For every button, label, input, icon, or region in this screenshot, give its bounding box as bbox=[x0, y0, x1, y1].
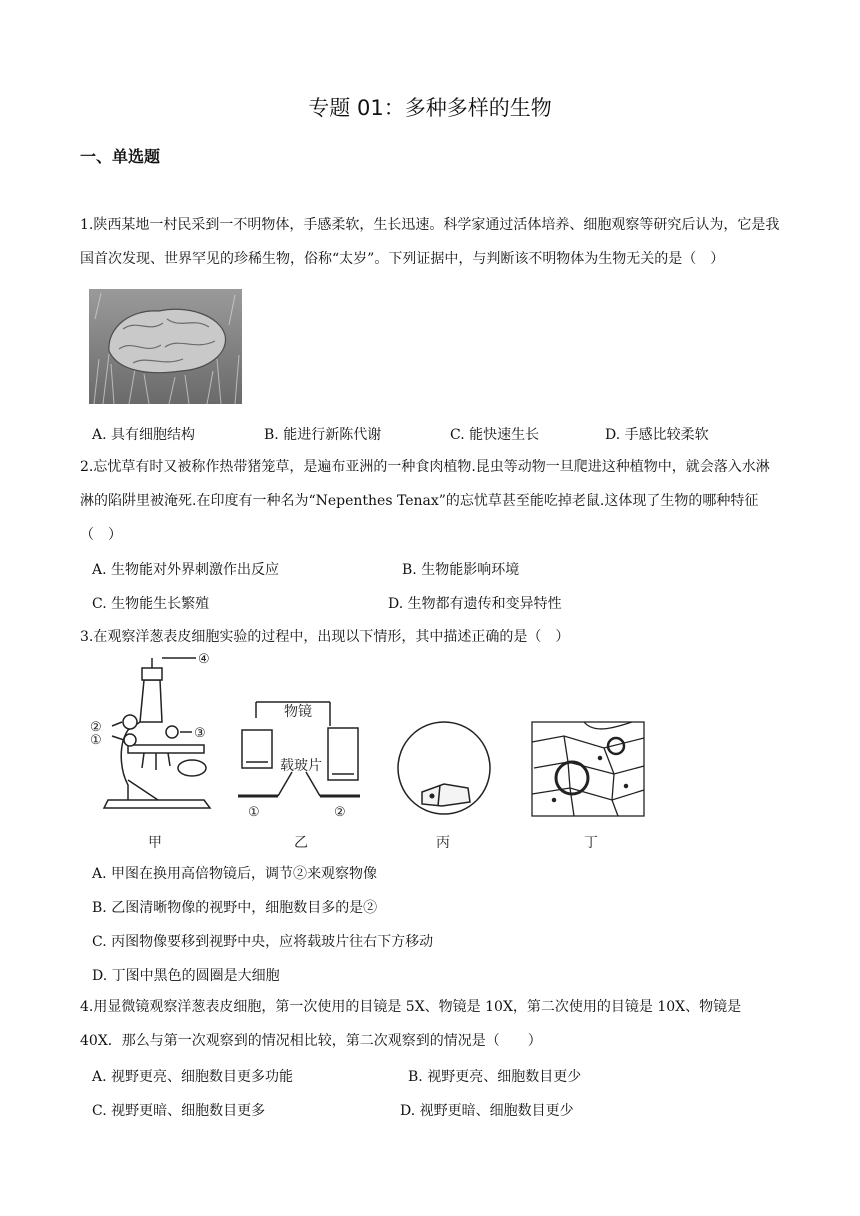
objective-label: 物镜 bbox=[284, 704, 312, 720]
q2-option-d: D. 生物都有遗传和变异特性 bbox=[388, 596, 562, 612]
figure-label-jia: 甲 bbox=[148, 835, 162, 851]
callout-1: ① bbox=[90, 733, 102, 748]
q1-option-d: D. 手感比较柔软 bbox=[605, 427, 709, 443]
question-1-stem: 1.陕西某地一村民采到一不明物体，手感柔软，生长迅速。科学家通过活体培养、细胞观察等研究后认为，它是我国首次发现、世界罕见的珍稀生物，俗称“太岁”。下列证据中，与判断该不明物体为生物无关的是（ ） bbox=[80, 217, 780, 267]
q4-option-b: B. 视野更亮、细胞数目更少 bbox=[408, 1069, 582, 1085]
question-4-stem: 4.用显微镜观察洋葱表皮细胞，第一次使用的目镜是 5X、物镜是 10X，第二次使用的目镜是 10X、物镜是 40X．那么与第一次观察到的情况相比较，第二次观察到的情况是（ ） bbox=[80, 999, 742, 1049]
q2-option-a: A. 生物能对外界刺激作出反应 bbox=[92, 562, 280, 578]
q4-option-c: C. 视野更暗、细胞数目更多 bbox=[92, 1103, 266, 1119]
q3-option-c: C. 丙图物像要移到视野中央，应将载玻片往右下方移动 bbox=[92, 934, 434, 950]
q1-option-a: A. 具有细胞结构 bbox=[92, 427, 196, 443]
field-of-view-diagram bbox=[398, 722, 490, 814]
lens-1-label: ① bbox=[248, 805, 260, 820]
question-3-stem: 3.在观察洋葱表皮细胞实验的过程中，出现以下情形，其中描述正确的是（ ） bbox=[80, 629, 570, 645]
q4-option-a: A. 视野更亮、细胞数目更多功能 bbox=[92, 1069, 294, 1085]
q1-option-b: B. 能进行新陈代谢 bbox=[264, 427, 382, 443]
slide-label: 载玻片 bbox=[280, 758, 322, 774]
taisui-photo bbox=[89, 289, 242, 404]
cell-view-diagram bbox=[532, 722, 644, 816]
question-2-stem: 2.忘忧草有时又被称作热带猪笼草，是遍布亚洲的一种食肉植物.昆虫等动物一旦爬进这种植物中，就会落入水淋淋的陷阱里被淹死.在印度有一种名为“Nepenthes Tenax”的忘忧草甚至能吃掉老鼠.这体现了生物的哪种特征（ ） bbox=[80, 459, 770, 543]
q4-option-d: D. 视野更暗、细胞数目更少 bbox=[400, 1103, 574, 1119]
figure-label-ding: 丁 bbox=[584, 835, 598, 851]
callout-2: ② bbox=[90, 720, 102, 735]
q1-option-c: C. 能快速生长 bbox=[450, 427, 540, 443]
lens-2-label: ② bbox=[334, 805, 346, 820]
q3-option-b: B. 乙图清晰物像的视野中，细胞数目多的是② bbox=[92, 900, 378, 916]
figure-label-yi: 乙 bbox=[294, 835, 308, 851]
q2-option-c: C. 生物能生长繁殖 bbox=[92, 596, 210, 612]
q3-option-d: D. 丁图中黑色的圆圈是大细胞 bbox=[92, 968, 280, 984]
figure-label-bing: 丙 bbox=[436, 835, 450, 851]
page-title: 专题 01：多种多样的生物 bbox=[308, 96, 552, 120]
q3-option-a: A. 甲图在换用高倍物镜后，调节②来观察物像 bbox=[92, 866, 378, 882]
callout-4: ④ bbox=[198, 652, 210, 667]
q2-option-b: B. 生物能影响环境 bbox=[402, 562, 520, 578]
section-heading: 一、单选题 bbox=[80, 147, 161, 166]
microscope-figures bbox=[84, 650, 654, 855]
callout-3: ③ bbox=[194, 726, 206, 741]
